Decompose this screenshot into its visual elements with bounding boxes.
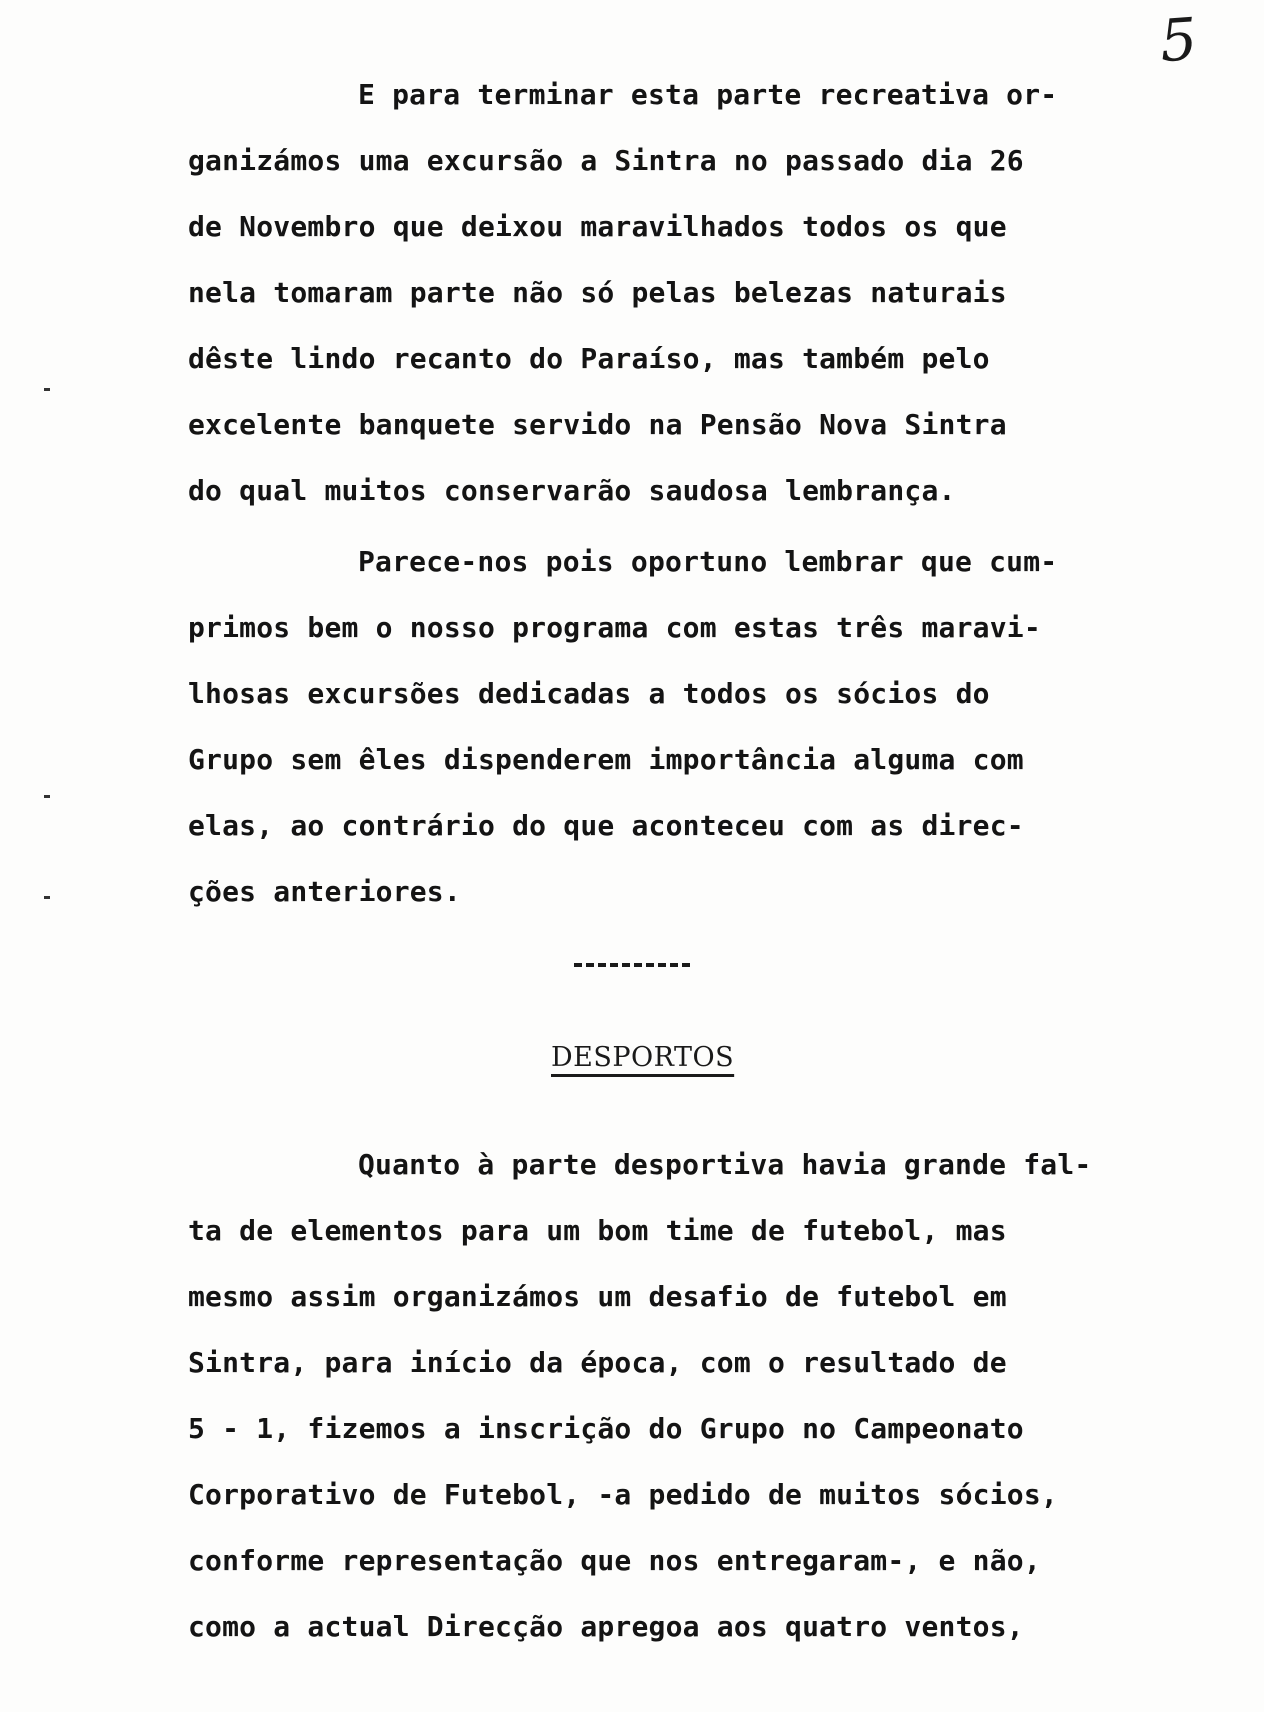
section-heading: DESPORTOS: [551, 1042, 735, 1073]
paragraph-line: lhosas excursões dedicadas a todos os sócios do: [188, 677, 990, 710]
paragraph-line: Grupo sem êles dispenderem importância alguma com: [188, 743, 1024, 776]
paragraph-line: primos bem o nosso programa com estas três maravi-: [188, 611, 1041, 644]
paragraph-line: do qual muitos conservarão saudosa lembrança.: [188, 474, 956, 507]
scan-mark: [44, 896, 50, 899]
paragraph-line: excelente banquete servido na Pensão Nova Sintra: [188, 408, 1007, 441]
paragraph-line: nela tomaram parte não só pelas belezas naturais: [188, 276, 1007, 309]
paragraph-line: Quanto à parte desportiva havia grande fal-: [358, 1148, 1092, 1181]
paragraph-line: conforme representação que nos entregaram-, e não,: [188, 1544, 1041, 1577]
paragraph-line: 5 - 1, fizemos a inscrição do Grupo no Campeonato: [188, 1412, 1024, 1445]
section-divider: [574, 963, 690, 967]
paragraph-line: Sintra, para início da época, com o resultado de: [188, 1346, 1007, 1379]
paragraph-line: mesmo assim organizámos um desafio de futebol em: [188, 1280, 1007, 1313]
paragraph-line: Corporativo de Futebol, -a pedido de muitos sócios,: [188, 1478, 1058, 1511]
page-number: 5: [1157, 4, 1200, 76]
paragraph-line: ganizámos uma excursão a Sintra no passado dia 26: [188, 144, 1024, 177]
scan-mark: [44, 795, 50, 798]
paragraph-line: ta de elementos para um bom time de futebol, mas: [188, 1214, 1007, 1247]
paragraph-line: Parece-nos pois oportuno lembrar que cum-: [358, 545, 1058, 578]
paragraph-line: E para terminar esta parte recreativa or-: [358, 78, 1058, 111]
paragraph-line: dêste lindo recanto do Paraíso, mas também pelo: [188, 342, 990, 375]
scan-mark: [44, 388, 50, 391]
paragraph-line: de Novembro que deixou maravilhados todos os que: [188, 210, 1007, 243]
paragraph-line: elas, ao contrário do que aconteceu com as direc-: [188, 809, 1024, 842]
paragraph-line: ções anteriores.: [188, 875, 461, 908]
paragraph-line: como a actual Direcção apregoa aos quatro ventos,: [188, 1610, 1024, 1643]
